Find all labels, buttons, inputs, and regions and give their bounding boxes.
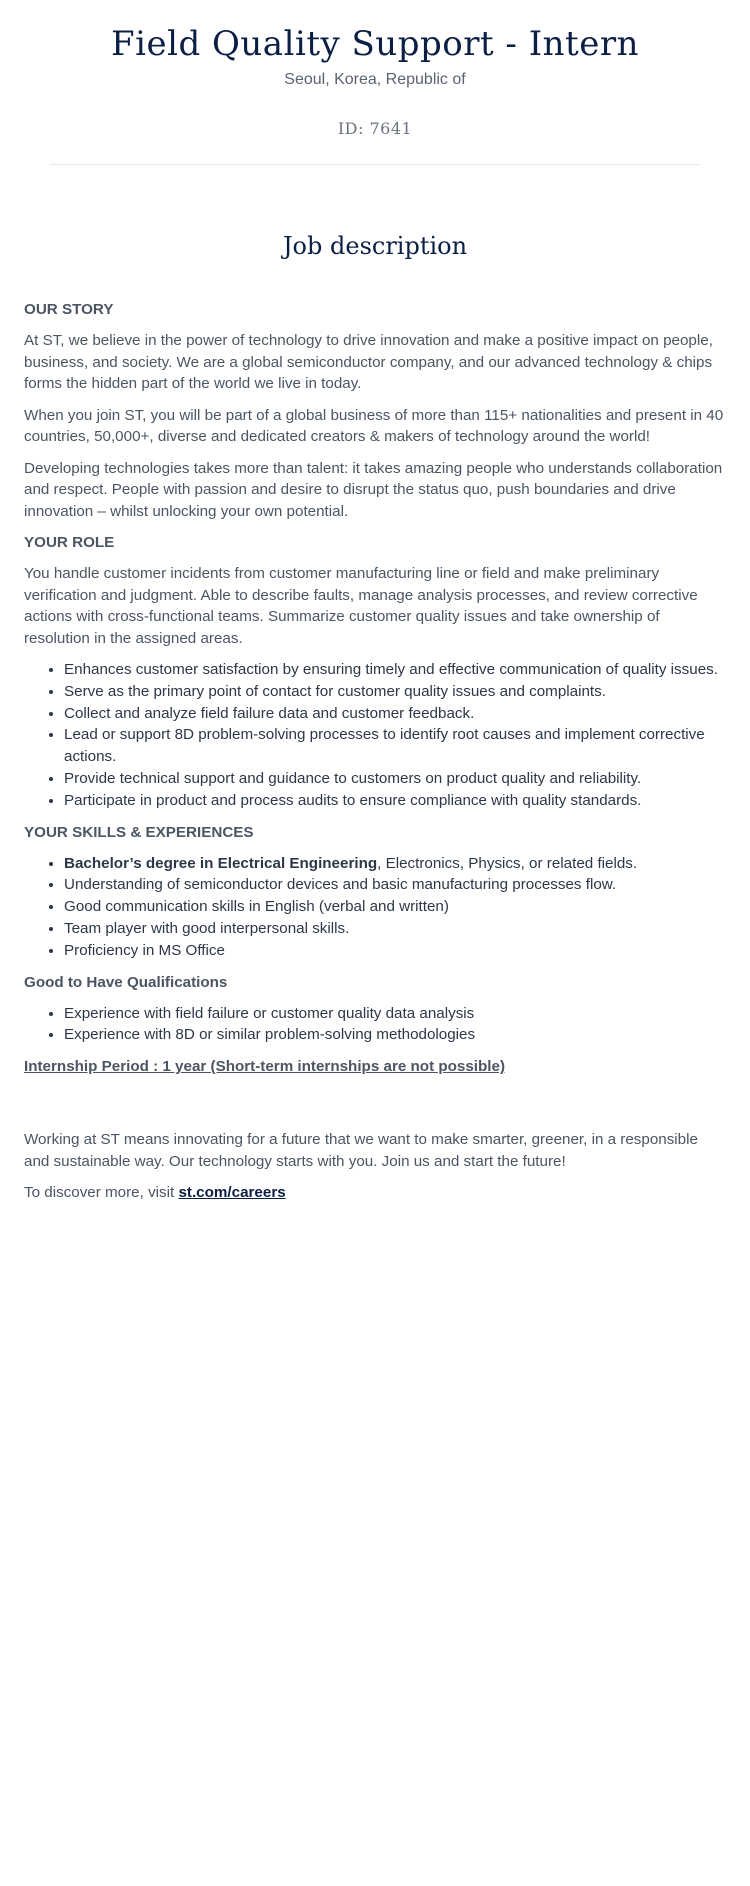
job-title: Field Quality Support - Intern	[111, 24, 639, 64]
good-to-have-heading: Good to Have Qualifications	[24, 973, 228, 991]
job-header	[0, 0, 750, 140]
our-story-paragraph: At ST, we believe in the power of technology to drive innovation and make a positive impact on people, business, and society. We are a global semiconductor company, and our advanced technology & chips forms the hidden part of the world we live in today.	[24, 332, 713, 392]
list-item	[64, 853, 726, 875]
degree-requirement: Bachelor’s degree in Electrical Engineering	[64, 854, 378, 872]
list-item: • Proficiency in MS Office	[64, 940, 726, 962]
our-story-paragraph: Developing technologies takes more than talent: it takes amazing people who understands collaboration and respect. People with passion and desire to disrupt the status quo, push boundaries and drive innovation – whilst unlocking your own potential.	[24, 459, 723, 520]
closing-paragraph: Working at ST means innovating for a future that we want to make smarter, greener, in a responsible and sustainable way. Our technology starts with you. Join us and start the future!	[24, 1131, 698, 1170]
your-role-paragraph: You handle customer incidents from customer manufacturing line or field and make preliminary verification and judgment. Able to describe faults, manage analysis processes, and review corrective actions with cross-functional teams. Summarize customer quality issues and take ownership of resolution in the assigned areas.	[24, 565, 698, 647]
job-id: ID: 7641	[337, 119, 413, 138]
header-divider	[50, 164, 700, 165]
our-story-paragraph: When you join ST, you will be part of a global business of more than 115+ nationalities and present in 40 countries, 50,000+, diverse and dedicated creators & makers of technology around the world!	[24, 406, 724, 445]
discover-more	[24, 1182, 726, 1204]
skills-heading: YOUR SKILLS & EXPERIENCES	[24, 823, 254, 841]
degree-fields: , Electronics, Physics, or related fields.	[377, 854, 638, 872]
job-location: Seoul, Korea, Republic of	[284, 71, 466, 88]
list-item: • Experience with 8D or similar problem-solving methodologies	[64, 1024, 726, 1046]
good-to-have-list	[24, 1003, 726, 1047]
skills-list	[24, 853, 726, 962]
internship-period: Internship Period : 1 year (Short-term internships are not possible)	[24, 1058, 506, 1076]
discover-prefix: To discover more, visit	[24, 1184, 179, 1202]
list-item: • Experience with field failure or customer quality data analysis	[64, 1003, 726, 1025]
list-item: • Team player with good interpersonal skills.	[64, 918, 726, 940]
careers-link[interactable]: st.com/careers	[178, 1184, 286, 1202]
list-item: • Participate in product and process audits to ensure compliance with quality standards.	[64, 790, 726, 812]
our-story-heading: OUR STORY	[24, 301, 114, 318]
your-role-heading: YOUR ROLE	[24, 534, 115, 551]
job-description-title: Job description	[282, 232, 468, 260]
list-item: • Good communication skills in English (verbal and written)	[64, 896, 726, 918]
spacer	[24, 1087, 726, 1129]
job-description-content	[0, 299, 750, 1204]
your-role-list	[24, 659, 726, 812]
list-item: • Understanding of semiconductor devices and basic manufacturing processes flow.	[64, 874, 726, 896]
list-item: • Provide technical support and guidance to customers on product quality and reliability.	[64, 768, 726, 790]
list-item: • Enhances customer satisfaction by ensuring timely and effective communication of quality issues.	[64, 659, 726, 681]
list-item: • Lead or support 8D problem-solving processes to identify root causes and implement corrective actions.	[64, 724, 726, 768]
list-item: • Collect and analyze field failure data and customer feedback.	[64, 703, 726, 725]
list-item: • Serve as the primary point of contact for customer quality issues and complaints.	[64, 681, 726, 703]
